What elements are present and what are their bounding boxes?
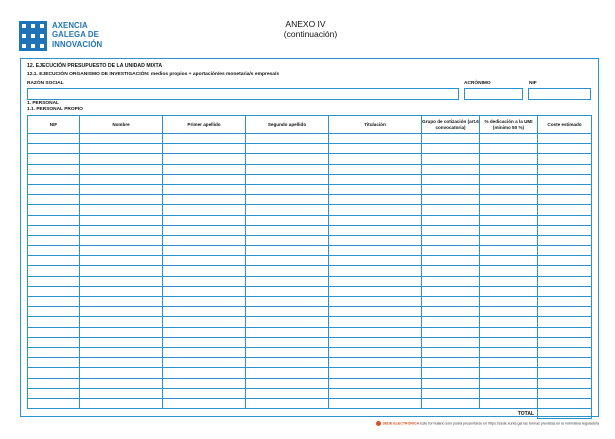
table-cell[interactable]	[480, 297, 538, 307]
table-cell[interactable]	[538, 144, 592, 154]
table-cell[interactable]	[80, 195, 163, 205]
table-cell[interactable]	[422, 215, 480, 225]
table-cell[interactable]	[28, 347, 80, 357]
table-cell[interactable]	[480, 225, 538, 235]
table-cell[interactable]	[422, 184, 480, 194]
table-cell[interactable]	[80, 297, 163, 307]
table-cell[interactable]	[538, 174, 592, 184]
table-row	[28, 286, 592, 296]
table-cell[interactable]	[329, 174, 422, 184]
table-row	[28, 358, 592, 368]
table-cell[interactable]	[480, 317, 538, 327]
table-cell[interactable]	[163, 154, 246, 164]
table-cell[interactable]	[28, 398, 80, 408]
table-cell[interactable]	[538, 266, 592, 276]
table-cell[interactable]	[480, 286, 538, 296]
table-cell[interactable]	[163, 164, 246, 174]
table-cell[interactable]	[163, 368, 246, 378]
table-cell[interactable]	[28, 266, 80, 276]
table-cell[interactable]	[80, 154, 163, 164]
table-cell[interactable]	[246, 378, 329, 388]
table-cell[interactable]	[28, 297, 80, 307]
table-cell[interactable]	[538, 235, 592, 245]
table-cell[interactable]	[329, 235, 422, 245]
table-cell[interactable]	[80, 134, 163, 144]
table-cell[interactable]	[246, 307, 329, 317]
table-cell[interactable]	[329, 368, 422, 378]
table-cell[interactable]	[163, 358, 246, 368]
table-cell[interactable]	[422, 358, 480, 368]
table-row	[28, 378, 592, 388]
col-coste-estimado: Coste estimado	[538, 116, 592, 134]
table-cell[interactable]	[246, 134, 329, 144]
table-cell[interactable]	[422, 368, 480, 378]
table-cell[interactable]	[329, 398, 422, 408]
table-cell[interactable]	[538, 134, 592, 144]
sede-icon	[376, 421, 381, 426]
table-row	[28, 246, 592, 256]
footer-sede: SEDE ELECTRÓNICA	[382, 421, 420, 426]
table-cell[interactable]	[329, 154, 422, 164]
personnel-table	[27, 115, 592, 419]
table-cell[interactable]	[422, 276, 480, 286]
table-cell[interactable]	[28, 195, 80, 205]
table-cell[interactable]	[329, 144, 422, 154]
table-cell[interactable]	[28, 337, 80, 347]
table-cell[interactable]	[480, 388, 538, 398]
table-row	[28, 317, 592, 327]
col-grupo-cotizacion: Grupo de cotización (art.6 convocatoria)	[422, 116, 480, 134]
section-subtitle: 12.1. EJECUCIÓN ORGANISMO DE INVESTIGACIÓN: medios propios + aportación/es monetaria/s empresa/s	[27, 72, 280, 77]
table-cell[interactable]	[422, 297, 480, 307]
table-cell[interactable]	[422, 378, 480, 388]
table-cell[interactable]	[246, 327, 329, 337]
nif-label: NIF	[529, 81, 537, 86]
table-row	[28, 276, 592, 286]
table-header-row	[28, 116, 592, 134]
table-cell[interactable]	[246, 184, 329, 194]
table-cell[interactable]	[538, 246, 592, 256]
table-row	[28, 368, 592, 378]
table-cell[interactable]	[80, 368, 163, 378]
document-subtitle: (continuación)	[283, 29, 338, 39]
table-row	[28, 297, 592, 307]
table-cell[interactable]	[422, 256, 480, 266]
table-cell[interactable]	[80, 276, 163, 286]
table-cell[interactable]	[246, 195, 329, 205]
table-cell[interactable]	[163, 205, 246, 215]
table-cell[interactable]	[422, 317, 480, 327]
personal-subtitle: 1.1. PERSONAL PROPIO	[27, 107, 83, 112]
acronimo-label: ACRÓNIMO	[464, 81, 491, 86]
nif-field[interactable]	[528, 88, 591, 100]
table-cell[interactable]	[329, 276, 422, 286]
table-cell[interactable]	[28, 307, 80, 317]
table-cell[interactable]	[422, 154, 480, 164]
table-cell[interactable]	[28, 184, 80, 194]
table-cell[interactable]	[329, 215, 422, 225]
table-row	[28, 256, 592, 266]
table-cell[interactable]	[538, 327, 592, 337]
table-cell[interactable]	[422, 174, 480, 184]
table-cell[interactable]	[480, 205, 538, 215]
table-cell[interactable]	[538, 195, 592, 205]
table-cell[interactable]	[538, 256, 592, 266]
table-cell[interactable]	[163, 256, 246, 266]
acronimo-field[interactable]	[464, 88, 523, 100]
table-cell[interactable]	[80, 144, 163, 154]
table-cell[interactable]	[422, 266, 480, 276]
table-cell[interactable]	[163, 215, 246, 225]
table-cell[interactable]	[163, 246, 246, 256]
table-cell[interactable]	[80, 358, 163, 368]
table-cell[interactable]	[538, 358, 592, 368]
table-cell[interactable]	[28, 327, 80, 337]
personal-title: 1. PERSONAL	[27, 101, 59, 106]
table-cell[interactable]	[163, 398, 246, 408]
table-cell[interactable]	[480, 347, 538, 357]
table-cell[interactable]	[329, 307, 422, 317]
table-cell[interactable]	[246, 358, 329, 368]
table-row	[28, 398, 592, 408]
table-cell[interactable]	[80, 347, 163, 357]
table-cell[interactable]	[422, 398, 480, 408]
table-cell[interactable]	[480, 276, 538, 286]
table-cell[interactable]	[329, 327, 422, 337]
table-cell[interactable]	[329, 297, 422, 307]
table-cell[interactable]	[246, 276, 329, 286]
logo-line-3: INNOVACIÓN	[52, 39, 103, 49]
col-dedicacion: % dedicación a la UMI (mínimo 50 %)	[480, 116, 538, 134]
footer-text: Este formulario solo podrá presentarse en https://sede.xunta.gal las formas previstas en la normativa reguladora	[420, 421, 599, 426]
table-cell[interactable]	[480, 144, 538, 154]
table-row	[28, 174, 592, 184]
table-cell[interactable]	[329, 195, 422, 205]
table-cell[interactable]	[422, 337, 480, 347]
table-cell[interactable]	[80, 235, 163, 245]
table-cell[interactable]	[329, 184, 422, 194]
table-cell[interactable]	[480, 164, 538, 174]
table-cell[interactable]	[163, 134, 246, 144]
table-cell[interactable]	[538, 184, 592, 194]
table-row	[28, 266, 592, 276]
table-cell[interactable]	[80, 398, 163, 408]
table-cell[interactable]	[28, 174, 80, 184]
table-cell[interactable]	[422, 246, 480, 256]
table-cell[interactable]	[480, 195, 538, 205]
table-cell[interactable]	[246, 337, 329, 347]
table-cell[interactable]	[538, 317, 592, 327]
table-cell[interactable]	[246, 368, 329, 378]
table-cell[interactable]	[480, 235, 538, 245]
table-cell[interactable]	[480, 246, 538, 256]
table-cell[interactable]	[246, 164, 329, 174]
table-cell[interactable]	[329, 337, 422, 347]
table-cell[interactable]	[422, 164, 480, 174]
table-cell[interactable]	[480, 307, 538, 317]
table-cell[interactable]	[163, 327, 246, 337]
table-cell[interactable]	[28, 235, 80, 245]
table-row	[28, 195, 592, 205]
table-cell[interactable]	[329, 388, 422, 398]
table-row	[28, 215, 592, 225]
table-cell[interactable]	[28, 215, 80, 225]
total-value-cell[interactable]	[538, 409, 592, 419]
table-cell[interactable]	[329, 134, 422, 144]
table-cell[interactable]	[480, 154, 538, 164]
table-cell[interactable]	[246, 174, 329, 184]
table-cell[interactable]	[538, 347, 592, 357]
table-cell[interactable]	[329, 246, 422, 256]
col-primer-apellido: Primer apellido	[163, 116, 246, 134]
table-cell[interactable]	[28, 205, 80, 215]
table-cell[interactable]	[422, 327, 480, 337]
table-cell[interactable]	[163, 174, 246, 184]
total-label: TOTAL	[28, 409, 538, 419]
table-cell[interactable]	[538, 225, 592, 235]
table-row	[28, 307, 592, 317]
table-row	[28, 164, 592, 174]
table-row	[28, 337, 592, 347]
table-cell[interactable]	[80, 378, 163, 388]
table-cell[interactable]	[80, 327, 163, 337]
table-cell[interactable]	[163, 317, 246, 327]
col-nif: NIF	[28, 116, 80, 134]
table-cell[interactable]	[246, 256, 329, 266]
table-cell[interactable]	[80, 307, 163, 317]
table-row	[28, 388, 592, 398]
table-cell[interactable]	[480, 184, 538, 194]
total-row	[28, 409, 592, 419]
table-cell[interactable]	[246, 215, 329, 225]
table-cell[interactable]	[28, 276, 80, 286]
table-cell[interactable]	[28, 246, 80, 256]
table-cell[interactable]	[480, 215, 538, 225]
table-row	[28, 347, 592, 357]
table-row	[28, 327, 592, 337]
table-cell[interactable]	[246, 297, 329, 307]
table-cell[interactable]	[163, 286, 246, 296]
table-cell[interactable]	[80, 256, 163, 266]
table-cell[interactable]	[246, 235, 329, 245]
table-cell[interactable]	[80, 225, 163, 235]
table-cell[interactable]	[80, 266, 163, 276]
table-cell[interactable]	[163, 184, 246, 194]
table-cell[interactable]	[538, 297, 592, 307]
table-cell[interactable]	[480, 266, 538, 276]
table-cell[interactable]	[28, 378, 80, 388]
table-cell[interactable]	[80, 174, 163, 184]
table-cell[interactable]	[422, 225, 480, 235]
col-segundo-apellido: Segundo apellido	[246, 116, 329, 134]
table-cell[interactable]	[538, 215, 592, 225]
table-cell[interactable]	[538, 378, 592, 388]
table-cell[interactable]	[538, 154, 592, 164]
table-cell[interactable]	[28, 358, 80, 368]
table-cell[interactable]	[422, 347, 480, 357]
table-cell[interactable]	[28, 154, 80, 164]
table-cell[interactable]	[538, 286, 592, 296]
table-cell[interactable]	[163, 378, 246, 388]
razon-social-field[interactable]	[27, 88, 459, 100]
table-cell[interactable]	[538, 388, 592, 398]
table-cell[interactable]	[538, 337, 592, 347]
table-cell[interactable]	[329, 225, 422, 235]
table-row	[28, 225, 592, 235]
table-cell[interactable]	[246, 154, 329, 164]
document-title: ANEXO IV	[285, 19, 326, 29]
logo-line-2: GALEGA DE	[52, 30, 99, 40]
table-cell[interactable]	[80, 246, 163, 256]
table-row	[28, 154, 592, 164]
table-cell[interactable]	[28, 134, 80, 144]
table-cell[interactable]	[480, 368, 538, 378]
table-cell[interactable]	[80, 388, 163, 398]
table-cell[interactable]	[80, 215, 163, 225]
col-titulacion: Titulación	[329, 116, 422, 134]
table-cell[interactable]	[480, 337, 538, 347]
table-cell[interactable]	[422, 205, 480, 215]
table-cell[interactable]	[422, 195, 480, 205]
table-cell[interactable]	[246, 205, 329, 215]
table-cell[interactable]	[246, 266, 329, 276]
table-cell[interactable]	[538, 164, 592, 174]
table-cell[interactable]	[163, 144, 246, 154]
table-row	[28, 235, 592, 245]
table-cell[interactable]	[80, 164, 163, 174]
table-cell[interactable]	[538, 205, 592, 215]
razon-social-label: RAZÓN SOCIAL	[27, 81, 64, 86]
table-cell[interactable]	[329, 378, 422, 388]
table-cell[interactable]	[163, 235, 246, 245]
table-row	[28, 184, 592, 194]
table-cell[interactable]	[163, 276, 246, 286]
table-cell[interactable]	[80, 184, 163, 194]
table-cell[interactable]	[480, 174, 538, 184]
table-cell[interactable]	[329, 266, 422, 276]
table-cell[interactable]	[80, 337, 163, 347]
table-cell[interactable]	[422, 235, 480, 245]
table-cell[interactable]	[329, 317, 422, 327]
table-cell[interactable]	[422, 144, 480, 154]
table-cell[interactable]	[163, 307, 246, 317]
table-cell[interactable]	[80, 205, 163, 215]
table-cell[interactable]	[246, 388, 329, 398]
table-cell[interactable]	[538, 307, 592, 317]
table-cell[interactable]	[538, 368, 592, 378]
table-cell[interactable]	[422, 286, 480, 296]
table-cell[interactable]	[538, 276, 592, 286]
table-cell[interactable]	[329, 205, 422, 215]
table-cell[interactable]	[163, 388, 246, 398]
table-cell[interactable]	[163, 337, 246, 347]
table-row	[28, 205, 592, 215]
table-cell[interactable]	[538, 398, 592, 408]
table-cell[interactable]	[163, 266, 246, 276]
col-nombre: Nombre	[80, 116, 163, 134]
table-cell[interactable]	[28, 317, 80, 327]
table-cell[interactable]	[80, 286, 163, 296]
logo-line-1: AXENCIA	[52, 21, 88, 30]
footer-note	[376, 421, 599, 426]
table-cell[interactable]	[163, 225, 246, 235]
table-cell[interactable]	[329, 358, 422, 368]
table-cell[interactable]	[163, 347, 246, 357]
table-row	[28, 134, 592, 144]
table-cell[interactable]	[28, 368, 80, 378]
table-row	[28, 144, 592, 154]
table-cell[interactable]	[246, 347, 329, 357]
table-cell[interactable]	[28, 164, 80, 174]
table-cell[interactable]	[329, 286, 422, 296]
document-header	[0, 19, 615, 39]
table-cell[interactable]	[480, 378, 538, 388]
table-cell[interactable]	[329, 347, 422, 357]
table-cell[interactable]	[28, 144, 80, 154]
table-cell[interactable]	[246, 144, 329, 154]
table-cell[interactable]	[246, 225, 329, 235]
table-cell[interactable]	[422, 388, 480, 398]
table-cell[interactable]	[480, 398, 538, 408]
table-cell[interactable]	[28, 225, 80, 235]
table-cell[interactable]	[28, 256, 80, 266]
table-cell[interactable]	[246, 317, 329, 327]
table-cell[interactable]	[246, 398, 329, 408]
table-cell[interactable]	[163, 195, 246, 205]
section-title: 12. EJECUCIÓN PRESUPUESTO DE LA UNIDAD MIXTA	[27, 63, 163, 69]
table-cell[interactable]	[329, 164, 422, 174]
table-cell[interactable]	[28, 286, 80, 296]
table-cell[interactable]	[163, 297, 246, 307]
table-cell[interactable]	[480, 358, 538, 368]
table-cell[interactable]	[329, 256, 422, 266]
table-cell[interactable]	[28, 388, 80, 398]
table-cell[interactable]	[480, 256, 538, 266]
table-cell[interactable]	[480, 134, 538, 144]
table-cell[interactable]	[422, 307, 480, 317]
table-cell[interactable]	[480, 327, 538, 337]
table-cell[interactable]	[246, 246, 329, 256]
table-cell[interactable]	[246, 286, 329, 296]
table-cell[interactable]	[80, 317, 163, 327]
table-cell[interactable]	[422, 134, 480, 144]
